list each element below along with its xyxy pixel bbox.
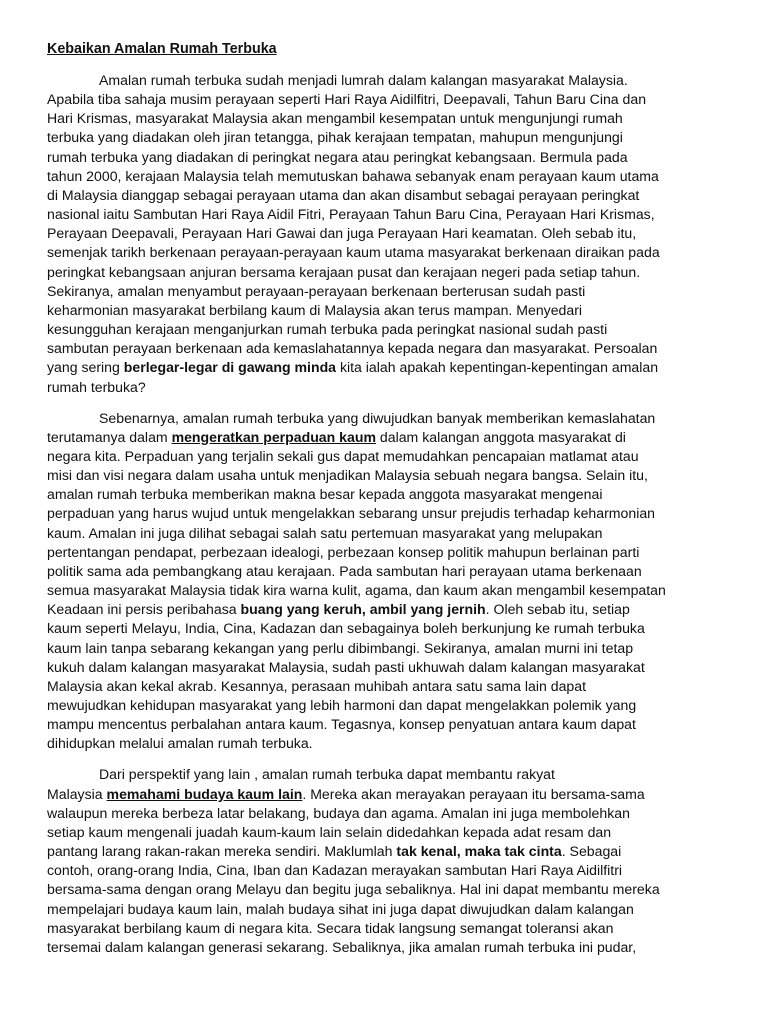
- text-segment: nasional iaitu Sambutan Hari Raya Aidil Fitri, Perayaan Tahun Baru Cina, Perayaan Hari Krismas,: [47, 206, 655, 223]
- text-segment: Hari Krismas, masyarakat Malaysia akan mengambil kesempatan untuk mengunjungi rumah: [47, 110, 623, 127]
- document-page: [47, 40, 727, 957]
- text-segment: dalam kalangan anggota masyarakat di: [375, 428, 626, 445]
- text-segment: Sekiranya, amalan menyambut perayaan-perayaan berkenaan berterusan sudah pasti: [47, 282, 586, 299]
- emphasized-phrase: tak kenal, maka tak cinta: [396, 843, 562, 860]
- text-line: [47, 677, 727, 696]
- text-line: [47, 186, 727, 205]
- text-segment: yang sering: [47, 359, 124, 376]
- text-segment: perpaduan yang harus wujud untuk mengelakkan sebarang unsur prejudis terhadap keharmonian: [47, 505, 656, 522]
- text-segment: mempelajari budaya kaum lain, malah budaya sihat ini juga dapat diwujudkan dalam kalangan: [47, 900, 634, 917]
- text-segment: keharmonian masyarakat berbilang kaum di Malaysia akan terus mampan. Menyedari: [47, 301, 583, 318]
- emphasized-phrase: mengeratkan perpaduan kaum: [171, 428, 376, 445]
- text-line: [47, 880, 727, 899]
- paragraph-2: [47, 409, 727, 754]
- text-segment: Apabila tiba sahaja musim perayaan seperti Hari Raya Aidilfitri, Deepavali, Tahun Baru Cina dan: [47, 91, 647, 108]
- text-segment: walaupun mereka berbeza latar belakang, budaya dan agama. Amalan ini juga membolehkan: [47, 804, 630, 821]
- text-segment: dihidupkan melalui amalan rumah terbuka.: [47, 735, 313, 752]
- text-line: [47, 658, 727, 677]
- text-line: [47, 919, 727, 938]
- text-line: [47, 339, 727, 358]
- text-segment: kaum. Amalan ini juga dilihat sebagai salah satu pertemuan masyarakat yang melupakan: [47, 524, 603, 541]
- text-segment: di Malaysia dianggap sebagai perayaan utama dan akan disambut sebagai perayaan peringkat: [47, 186, 640, 203]
- text-line: [47, 938, 727, 957]
- text-segment: politik sama ada pembangkang atau kerajaan. Pada sambutan hari perayaan utama berkenaan: [47, 562, 642, 579]
- emphasized-phrase: buang yang keruh, ambil yang jernih: [240, 601, 486, 618]
- text-segment: sambutan perayaan berkenaan ada kemaslahatannya kepada negara dan masyarakat. Persoalan: [47, 340, 658, 357]
- text-line: [47, 861, 727, 880]
- text-segment: kaum lain tanpa sebarang kekangan yang perlu dibimbangi. Sekiranya, amalan murni ini tetap: [47, 639, 634, 656]
- text-line: [47, 320, 727, 339]
- text-segment: contoh, orang-orang India, Cina, Iban dan Kadazan merayakan sambutan Hari Raya Aidilfitri: [47, 862, 623, 879]
- text-segment: amalan rumah terbuka memberikan makna besar kepada anggota masyarakat mengenai: [47, 486, 603, 503]
- text-segment: rumah terbuka?: [47, 378, 146, 395]
- text-line: [47, 90, 727, 109]
- text-line: [47, 485, 727, 504]
- text-line: [47, 205, 727, 224]
- text-line: [47, 447, 727, 466]
- text-segment: . Oleh sebab itu, setiap: [485, 601, 630, 618]
- text-segment: semua masyarakat Malaysia tidak kira warna kulit, agama, dan kaum akan mengambil kesempatan: [47, 582, 666, 599]
- document-title: Kebaikan Amalan Rumah Terbuka: [47, 41, 277, 57]
- text-line: [47, 358, 727, 377]
- paragraph-gap: [47, 397, 727, 409]
- text-line: [47, 734, 727, 753]
- text-line: [47, 167, 727, 186]
- text-segment: rumah terbuka yang diadakan di peringkat negara atau peringkat kebangsaan. Bermula pada: [47, 148, 628, 165]
- text-segment: . Mereka akan merayakan perayaan itu bersama-sama: [302, 785, 645, 802]
- text-segment: kita ialah apakah kepentingan-kepentingan amalan: [336, 359, 659, 376]
- text-line: [47, 263, 727, 282]
- text-segment: kukuh dalam kalangan masyarakat Malaysia, sudah pasti ukhuwah dalam kalangan masyarakat: [47, 658, 645, 675]
- text-segment: . Sebagai: [561, 843, 622, 860]
- text-line: [47, 543, 727, 562]
- text-segment: Perayaan Deepavali, Perayaan Hari Gawai dan juga Perayaan Hari keamatan. Oleh sebab itu,: [47, 225, 637, 242]
- paragraph-1: [47, 71, 727, 397]
- text-line: [47, 823, 727, 842]
- text-line: [47, 900, 727, 919]
- text-segment: mewujudkan kehidupan masyarakat yang lebih harmoni dan dapat mengelakkan polemik yang: [47, 697, 637, 713]
- text-segment: pantang larang rakan-rakan mereka sendiri. Maklumlah: [47, 843, 397, 860]
- emphasized-phrase: memahami budaya kaum lain: [106, 785, 303, 802]
- text-segment: Sebenarnya, amalan rumah terbuka yang diwujudkan banyak memberikan kemaslahatan: [99, 409, 656, 426]
- document-body: [47, 71, 727, 957]
- paragraph-gap: [47, 753, 727, 765]
- text-segment: terbuka yang diadakan oleh jiran tetangga, pihak kerajaan tempatan, mahupun mengunjungi: [47, 129, 623, 146]
- text-segment: pertentangan pendapat, perbezaan idealogi, perbezaan konsep politik mahupun berlainan parti: [47, 543, 640, 560]
- text-segment: bersama-sama dengan orang Melayu dan begitu juga sebaliknya. Hal ini dapat membantu mereka: [47, 881, 660, 898]
- text-line: [47, 428, 727, 447]
- text-segment: setiap kaum mengenali juadah kaum-kaum lain selain didedahkan kepada adat resam dan: [47, 823, 612, 840]
- text-line: [47, 562, 727, 581]
- text-segment: negara kita. Perpaduan yang terjalin sekali gus dapat memudahkan pencapaian matlamat atau: [47, 447, 639, 464]
- text-line: [47, 243, 727, 262]
- text-segment: Malaysia akan kekal akrab. Kesannya, perasaan muhibah antara satu sama lain dapat: [47, 677, 587, 694]
- text-line: [47, 639, 727, 658]
- text-segment: Amalan rumah terbuka sudah menjadi lumrah dalam kalangan masyarakat Malaysia.: [99, 72, 628, 88]
- text-line: [47, 109, 727, 128]
- text-line: [47, 524, 727, 543]
- text-segment: terutamanya dalam: [47, 428, 172, 445]
- text-line: [47, 715, 727, 734]
- text-line: [47, 581, 727, 600]
- text-segment: tersemai dalam kalangan generasi sekarang. Sebaliknya, jika amalan rumah terbuka ini pudar,: [47, 938, 637, 955]
- text-segment: Keadaan ini persis peribahasa: [47, 601, 241, 618]
- text-line: [47, 466, 727, 485]
- text-segment: mampu mencentus perbalahan antara kaum. Tegasnya, konsep penyatuan antara kaum dapat: [47, 716, 636, 733]
- text-line: [47, 224, 727, 243]
- text-segment: tahun 2000, kerajaan Malaysia telah memutuskan bahawa sebanyak enam perayaan kaum utama: [47, 167, 659, 184]
- text-segment: semenjak tarikh berkenaan perayaan-perayaan kaum utama masyarakat berkenaan diraikan pada: [47, 244, 660, 261]
- text-segment: kesungguhan kerajaan menganjurkan rumah terbuka pada peringkat nasional sudah pasti: [47, 321, 608, 338]
- text-segment: kaum seperti Melayu, India, Cina, Kadazan dan sebagainya boleh berkunjung ke rumah terbuka: [47, 620, 645, 637]
- text-line: [47, 804, 727, 823]
- text-line: [47, 378, 727, 397]
- text-line: [47, 600, 727, 619]
- text-line: [47, 619, 727, 638]
- text-segment: misi dan visi negara dalam usaha untuk menjadikan Malaysia sebuah negara bangsa. Selain itu,: [47, 467, 648, 484]
- text-line: [47, 842, 727, 861]
- text-line: [47, 409, 727, 428]
- text-segment: Dari perspektif yang lain , amalan rumah terbuka dapat membantu rakyat: [99, 766, 555, 783]
- text-line: [47, 765, 727, 784]
- text-line: [47, 504, 727, 523]
- text-segment: masyarakat berbilang kaum di negara kita. Secara tidak langsung semangat toleransi akan: [47, 919, 614, 936]
- text-segment: Malaysia: [47, 785, 107, 802]
- emphasized-phrase: berlegar-legar di gawang minda: [123, 359, 337, 376]
- text-line: [47, 71, 727, 90]
- text-line: [47, 128, 727, 147]
- text-segment: peringkat kebangsaan anjuran bersama kerajaan pusat dan kerajaan negeri pada setiap tahun.: [47, 263, 641, 280]
- text-line: [47, 301, 727, 320]
- paragraph-3: [47, 765, 727, 957]
- text-line: [47, 785, 727, 804]
- text-line: [47, 148, 727, 167]
- text-line: [47, 282, 727, 301]
- text-line: [47, 696, 727, 715]
